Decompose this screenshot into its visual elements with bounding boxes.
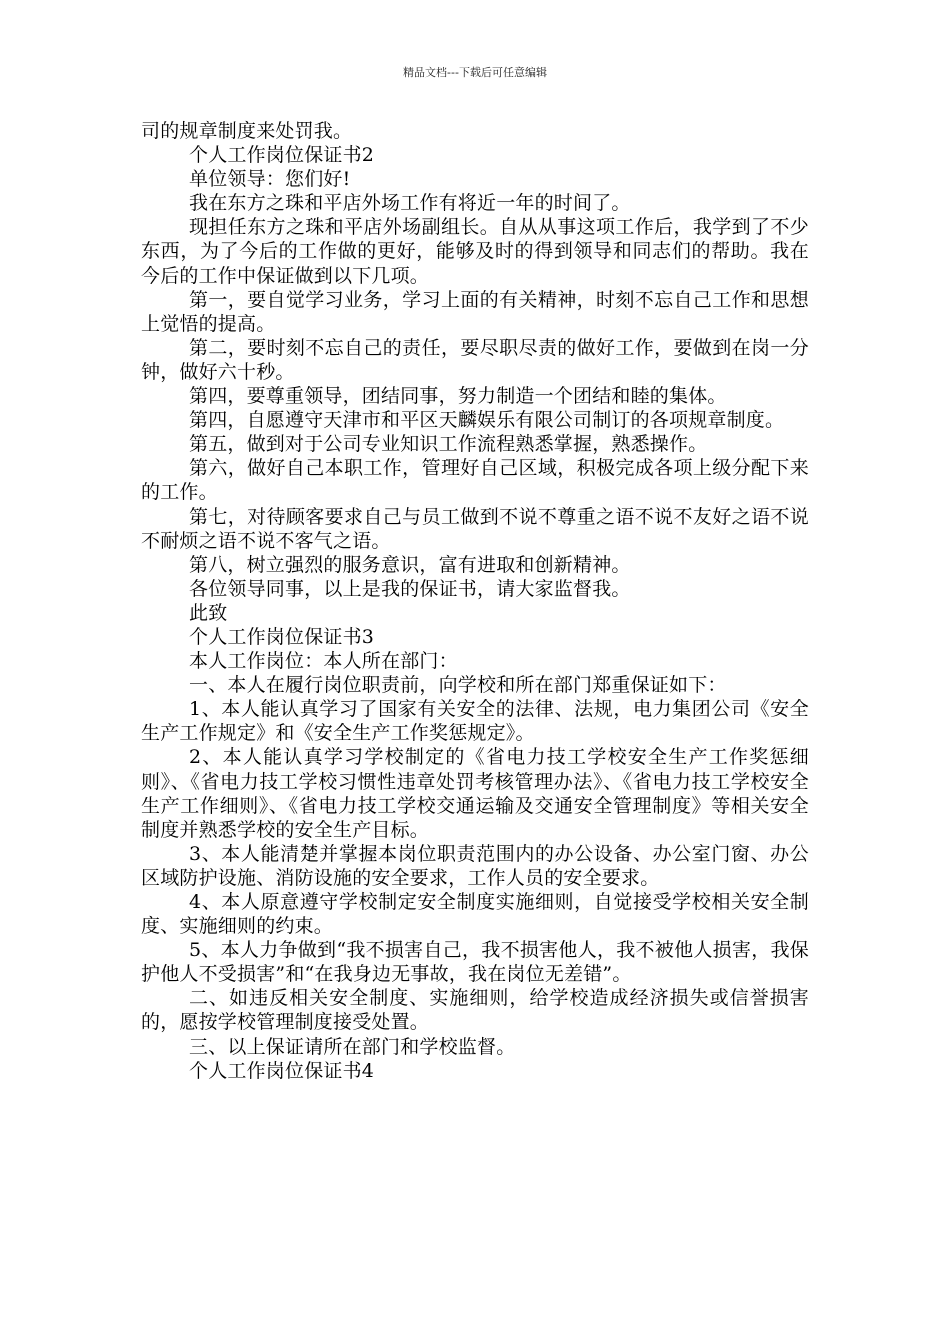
paragraph: 第四，要尊重领导，团结同事，努力制造一个团结和睦的集体。 <box>189 385 727 408</box>
paragraph: 第二，要时刻不忘自己的责任，要尽职尽责的做好工作，要做到在岗一分钟，做好六十秒。 <box>141 336 809 383</box>
paragraph: 各位领导同事，以上是我的保证书，请大家监督我。 <box>189 577 631 600</box>
section-title: 个人工作岗位保证书4 <box>189 1059 375 1082</box>
paragraph: 1、本人能认真学习了国家有关安全的法律、法规，电力集团公司《安全生产工作规定》和《安全生产工作奖惩规定》。 <box>141 698 809 745</box>
paragraph: 2、本人能认真学习学校制定的《省电力技工学校安全生产工作奖惩细则》、《省电力技工学校习惯性违章处罚考核管理办法》、《省电力技工学校安全生产工作细则》、《省电力技工学校交通运输及交通安全管理制度》等相关安全制度并熟悉学校的安全生产目标。 <box>141 746 809 841</box>
paragraph: 第四，自愿遵守天津市和平区天麟娱乐有限公司制订的各项规章制度。 <box>189 409 785 432</box>
paragraph: 第一，要自觉学习业务，学习上面的有关精神，时刻不忘自己工作和思想上觉悟的提高。 <box>141 288 809 335</box>
paragraph: 三、以上保证请所在部门和学校监督。 <box>189 1035 516 1058</box>
paragraph: 我在东方之珠和平店外场工作有将近一年的时间了。 <box>189 192 631 215</box>
paragraph: 第七，对待顾客要求自己与员工做到不说不尊重之语不说不友好之语不说不耐烦之语不说不客气之语。 <box>141 505 809 552</box>
paragraph: 第六，做好自己本职工作，管理好自己区域，积极完成各项上级分配下来的工作。 <box>141 457 809 504</box>
paragraph: 一、本人在履行岗位职责前，向学校和所在部门郑重保证如下： <box>189 674 727 697</box>
paragraph: 本人工作岗位：本人所在部门： <box>189 650 458 673</box>
paragraph: 3、本人能清楚并掌握本岗位职责范围内的办公设备、办公室门窗、办公区域防护设施、消防设施的安全要求，工作人员的安全要求。 <box>141 842 809 889</box>
section-title: 个人工作岗位保证书3 <box>189 625 375 648</box>
paragraph: 第八，树立强烈的服务意识，富有进取和创新精神。 <box>189 553 631 576</box>
section-title: 个人工作岗位保证书2 <box>189 144 375 167</box>
paragraph: 5、本人力争做到“我不损害自己，我不损害他人，我不被他人损害，我保护他人不受损害”和“在我身边无事故，我在岗位无差错”。 <box>141 939 809 986</box>
paragraph: 司的规章制度来处罚我。 <box>141 120 353 142</box>
document-body <box>141 119 809 1083</box>
paragraph: 二、如违反相关安全制度、实施细则，给学校造成经济损失或信誉损害的，愿按学校管理制度接受处置。 <box>141 987 809 1034</box>
paragraph: 现担任东方之珠和平店外场副组长。自从从事这项工作后，我学到了不少东西，为了今后的工作做的更好，能够及时的得到领导和同志们的帮助。我在今后的工作中保证做到以下几项。 <box>141 216 809 287</box>
closing: 此致 <box>189 601 228 624</box>
paragraph: 第五，做到对于公司专业知识工作流程熟悉掌握，熟悉操作。 <box>189 433 708 456</box>
page-header: 精品文档---下载后可任意编辑 <box>403 66 547 79</box>
paragraph: 4、本人原意遵守学校制定安全制度实施细则，自觉接受学校相关安全制度、实施细则的约束。 <box>141 891 809 938</box>
salutation: 单位领导：您们好! <box>189 168 351 191</box>
